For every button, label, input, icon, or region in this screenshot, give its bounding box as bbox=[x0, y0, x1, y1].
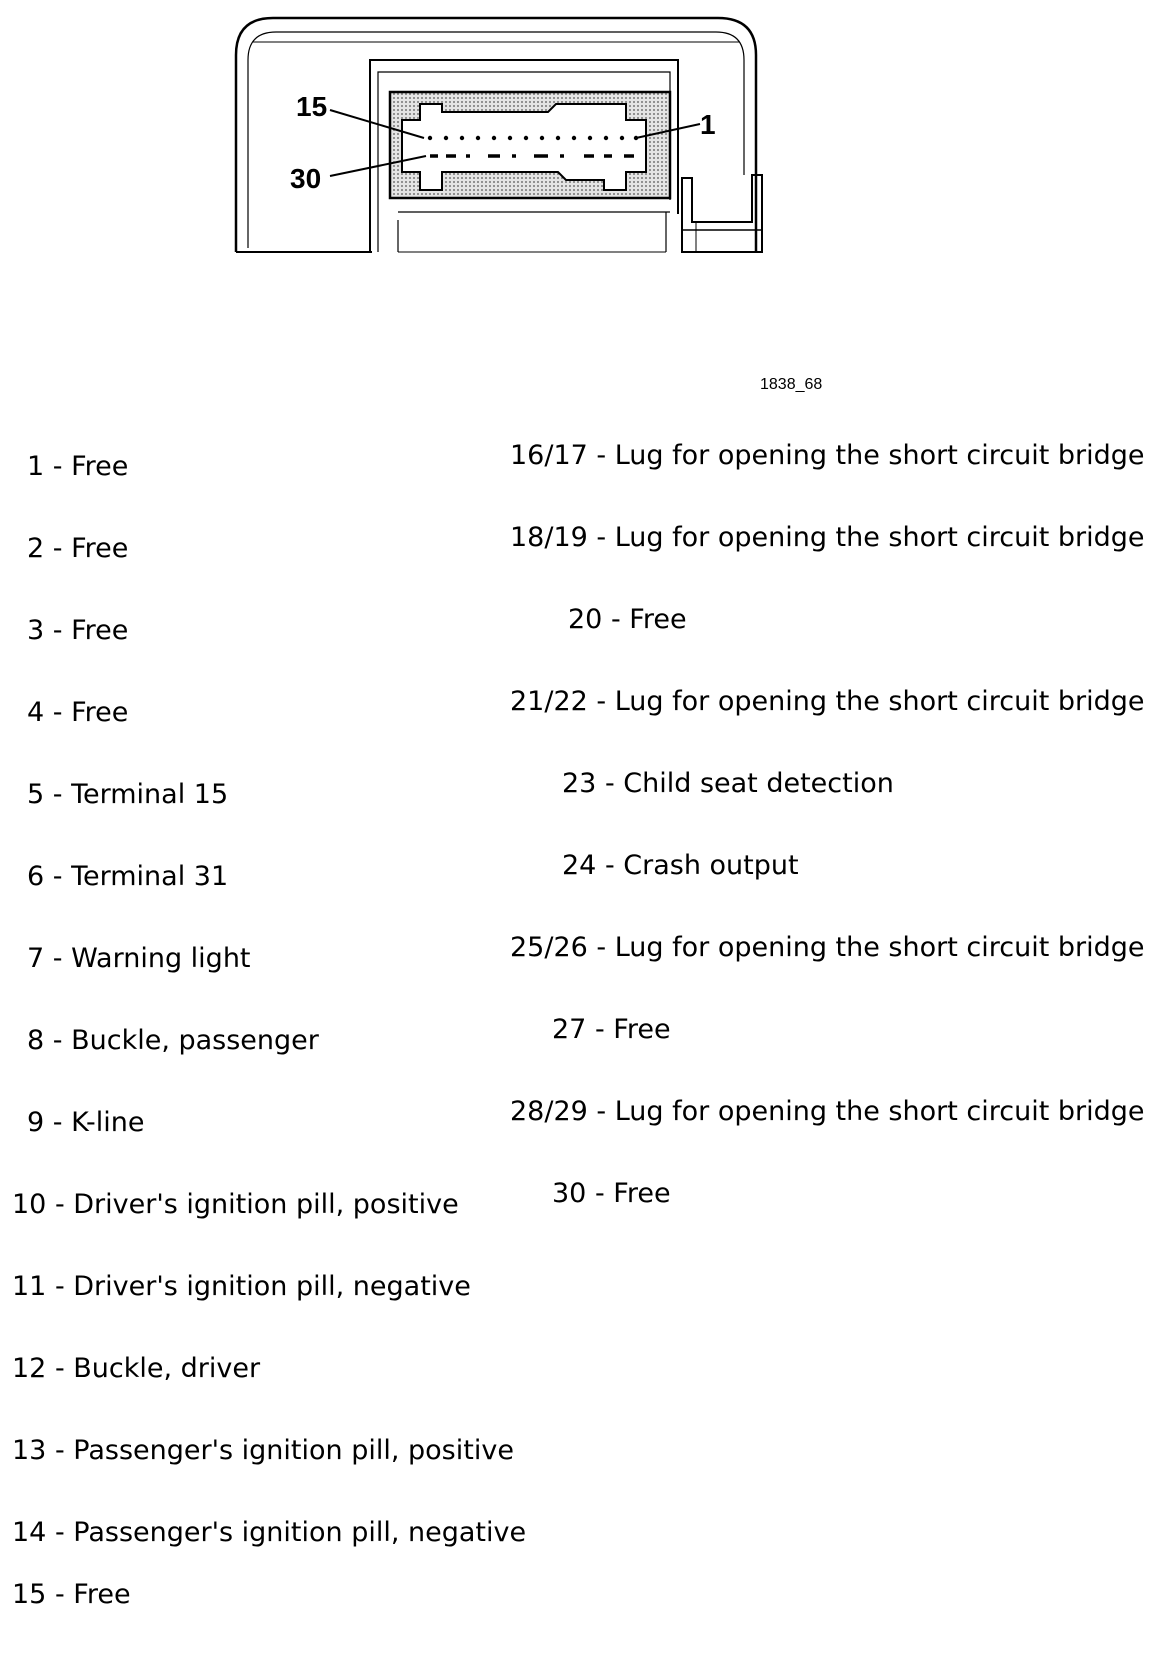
pin-description-30: 30 - Free bbox=[552, 1178, 671, 1209]
pin-description-23: 23 - Child seat detection bbox=[562, 768, 894, 799]
pin-description-18-19: 18/19 - Lug for opening the short circuit bridge bbox=[510, 522, 1145, 553]
connector-diagram bbox=[0, 0, 1149, 300]
pin-description-4: 4 - Free bbox=[27, 697, 129, 728]
pin-description-28-29: 28/29 - Lug for opening the short circuit bridge bbox=[510, 1096, 1145, 1127]
pin-description-10: 10 - Driver's ignition pill, positive bbox=[12, 1189, 459, 1220]
pin-description-24: 24 - Crash output bbox=[562, 850, 799, 881]
pin-description-14: 14 - Passenger's ignition pill, negative bbox=[12, 1517, 527, 1548]
figure-id: 1838_68 bbox=[760, 376, 823, 393]
pin-description-27: 27 - Free bbox=[552, 1014, 671, 1045]
pin-description-12: 12 - Buckle, driver bbox=[12, 1353, 261, 1384]
pin-description-11: 11 - Driver's ignition pill, negative bbox=[12, 1271, 471, 1302]
pin-description-7: 7 - Warning light bbox=[27, 943, 251, 974]
pin-description-13: 13 - Passenger's ignition pill, positive bbox=[12, 1435, 514, 1466]
pin-description-8: 8 - Buckle, passenger bbox=[27, 1025, 319, 1056]
pin-description-15: 15 - Free bbox=[12, 1579, 131, 1610]
pin-description-21-22: 21/22 - Lug for opening the short circuit bridge bbox=[510, 686, 1145, 717]
pin-description-5: 5 - Terminal 15 bbox=[27, 779, 229, 810]
pin-description-25-26: 25/26 - Lug for opening the short circuit bridge bbox=[510, 932, 1145, 963]
callout-30-label: 30 bbox=[290, 163, 322, 194]
pin-description-3: 3 - Free bbox=[27, 615, 129, 646]
pin-description-9: 9 - K-line bbox=[27, 1107, 145, 1138]
pin-description-16-17: 16/17 - Lug for opening the short circuit bridge bbox=[510, 440, 1145, 471]
pin-description-1: 1 - Free bbox=[27, 451, 129, 482]
callout-1-label: 1 bbox=[700, 109, 716, 140]
pin-description-2: 2 - Free bbox=[27, 533, 129, 564]
pin-description-6: 6 - Terminal 31 bbox=[27, 861, 229, 892]
callout-15-label: 15 bbox=[296, 91, 328, 122]
mounting-clip bbox=[682, 175, 762, 252]
pin-description-20: 20 - Free bbox=[568, 604, 687, 635]
